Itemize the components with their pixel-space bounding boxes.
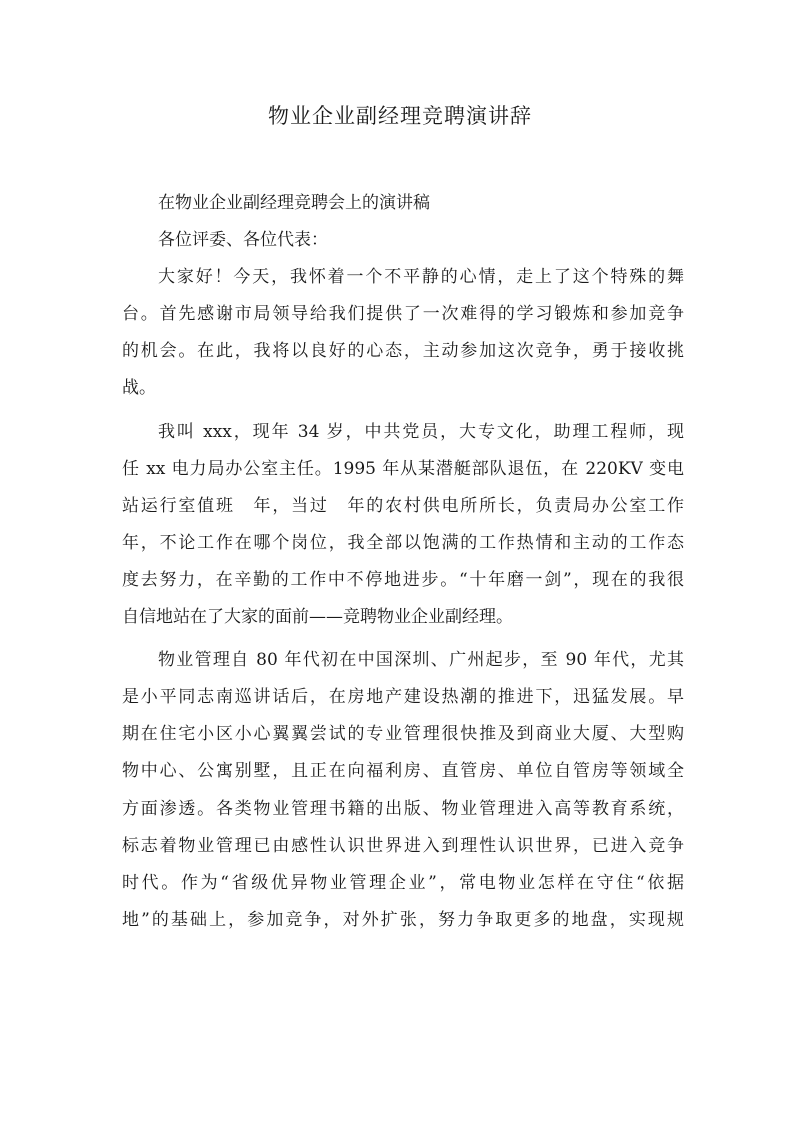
paragraph-2-line: 我叫 xxx，现年 34 岁，中共党员，大专文化，助理工程师，现 — [158, 421, 684, 442]
paragraph-2-line: 站运行室值班 年，当过 年的农村供电所所长，负责局办公室工作 — [122, 495, 684, 516]
paragraph-3-line: 期在住宅小区小心翼翼尝试的专业管理很快推及到商业大厦、大型购 — [122, 724, 684, 745]
paragraph-1-line: 的机会。在此，我将以良好的心态，主动参加这次竞争，勇于接收挑 — [122, 341, 684, 362]
document-title: 物业企业副经理竞聘演讲辞 — [268, 104, 532, 128]
paragraph-1-line: 台。首先感谢市局领导给我们提供了一次难得的学习锻炼和参加竞争 — [122, 304, 684, 325]
paragraph-3-line: 标志着物业管理已由感性认识世界进入到理性认识世界，已进入竞争 — [122, 835, 684, 856]
paragraph-1 — [122, 259, 684, 407]
paragraph-2-line: 年，不论工作在哪个岗位，我全部以饱满的工作热情和主动的工作态 — [122, 532, 684, 553]
paragraph-3-line: 是小平同志南巡讲话后，在房地产建设热潮的推进下，迅猛发展。早 — [122, 687, 684, 708]
paragraph-1-line: 战。 — [122, 378, 156, 399]
paragraph-2 — [122, 414, 684, 637]
paragraph-2-line: 度去努力，在辛勤的工作中不停地进步。“十年磨一剑”，现在的我很 — [122, 569, 684, 590]
paragraph-2-line: 任 xx 电力局办公室主任。1995 年从某潜艇部队退伍，在 220KV 变电 — [122, 458, 684, 479]
paragraph-3-line: 物中心、公寓别墅，且正在向福利房、直管房、单位自管房等领域全 — [122, 761, 684, 782]
paragraph-3-line: 方面渗透。各类物业管理书籍的出版、物业管理进入高等教育系统， — [122, 798, 684, 819]
paragraph-3-line: 地”的基础上，参加竞争，对外扩张，努力争取更多的地盘，实现规 — [122, 909, 684, 930]
document-body — [122, 185, 684, 939]
paragraph-3-line: 时代。作为“省级优异物业管理企业”，常电物业怎样在守住“依据 — [122, 872, 684, 893]
salutation-line: 各位评委、各位代表： — [158, 230, 328, 251]
paragraph-2-line: 自信地站在了大家的面前——竞聘物业企业副经理。 — [122, 607, 513, 628]
paragraph-3 — [122, 642, 684, 939]
paragraph-3-line: 物业管理自 80 年代初在中国深圳、广州起步，至 90 年代，尤其 — [158, 650, 684, 671]
subtitle-line: 在物业企业副经理竞聘会上的演讲稿 — [158, 193, 430, 213]
paragraph-1-line: 大家好！今天，我怀着一个不平静的心情，走上了这个特殊的舞 — [158, 267, 684, 288]
